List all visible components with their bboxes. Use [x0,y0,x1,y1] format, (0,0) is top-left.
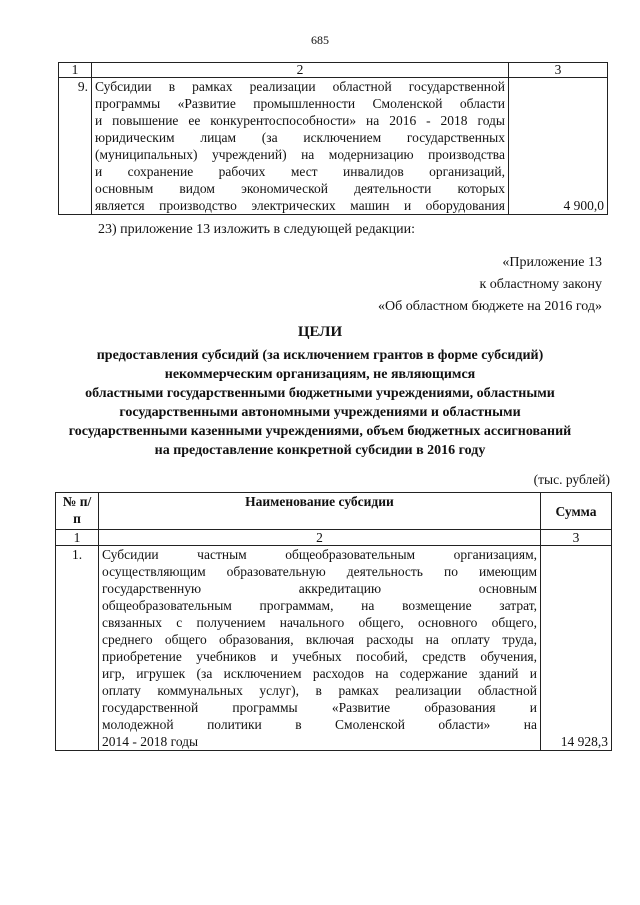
table-row [59,78,608,215]
row-number: 9. [59,78,92,215]
title-line: некоммерческим организациям, не являющимся [164,367,476,382]
amendment-text: 23) приложение 13 изложить в следующей редакции: [98,222,415,237]
text-line: среднего общего образования, включая расходы на оплату труда, [102,632,537,647]
text-line: 2014 - 2018 годы [102,734,199,749]
subsidy-table-continued [58,62,608,215]
table-header-row [56,493,612,530]
text-line: и сохранение рабочих мест инвалидов организаций, [95,164,505,179]
appendix-line: «Приложение 13 [502,255,602,270]
header-name: Наименование субсидии [99,493,541,530]
header-num: № п/п [56,493,99,530]
col-index: 2 [99,530,541,546]
appendix-line: «Об областном бюджете на 2016 год» [378,299,602,314]
text-line: Субсидии в рамках реализации областной государственной [95,79,505,94]
text-line: программы «Развитие промышленности Смоленской области [95,96,505,111]
text-line: Субсидии частным общеобразовательным организациям, [102,547,537,562]
title-line: государственными казенными учреждениями, объем бюджетных ассигнований [68,424,572,439]
document-title [40,323,600,460]
col-index: 1 [59,63,92,78]
row-sum: 14 928,3 [541,546,612,751]
title-head: ЦЕЛИ [297,324,343,340]
col-index: 1 [56,530,99,546]
table-row [56,546,612,751]
appendix-line: к областному закону [479,277,602,292]
row-sum: 4 900,0 [509,78,608,215]
text-line: игр, игрушек (за исключением расходов на содержание зданий и [102,666,537,681]
text-line: является производство электрических машин и оборудования [95,198,505,213]
text-line: общеобразовательным программам, на возмещение затрат, [102,598,537,613]
text-line: и повышение ее конкурентоспособности» на 2016 - 2018 годы [95,113,505,128]
row-description [99,546,541,751]
col-index: 3 [509,63,608,78]
header-sum: Сумма [541,493,612,530]
table-index-row [56,530,612,546]
text-line: приобретение учебников и учебных пособий, средств обучения, [102,649,537,664]
text-line: юридическим лицам (за исключением государственных [95,130,505,145]
text-line: государственную аккредитацию основным [102,581,537,596]
text-line: государственной программы «Развитие образования и [102,700,537,715]
page-number: 685 [311,33,329,47]
text-line: молодежной политики в Смоленской области» на [102,717,537,732]
text-line: связанных с получением начального общего, основного общего, [102,615,537,630]
col-index: 2 [92,63,509,78]
row-number: 1. [56,546,99,751]
title-line: на предоставление конкретной субсидии в 2016 году [154,443,486,458]
title-line: областными государственными бюджетными учреждениями, областными [85,386,555,401]
title-line: предоставления субсидий (за исключением грантов в форме субсидий) [96,348,544,363]
text-line: осуществляющим образовательную деятельность по имеющим [102,564,537,579]
subsidy-goals-table [55,492,612,751]
col-index: 3 [541,530,612,546]
text-line: основным видом экономической деятельности которых [95,181,505,196]
row-description [92,78,509,215]
text-line: (муниципальных) учреждений) на модернизацию производства [95,147,505,162]
table-index-row [59,63,608,78]
text-line: оплату коммунальных услуг), в рамках реализации областной [102,683,537,698]
appendix-header [378,252,602,318]
title-line: государственными автономными учреждениями и областными [119,405,521,420]
units-label: (тыс. рублей) [533,472,610,487]
